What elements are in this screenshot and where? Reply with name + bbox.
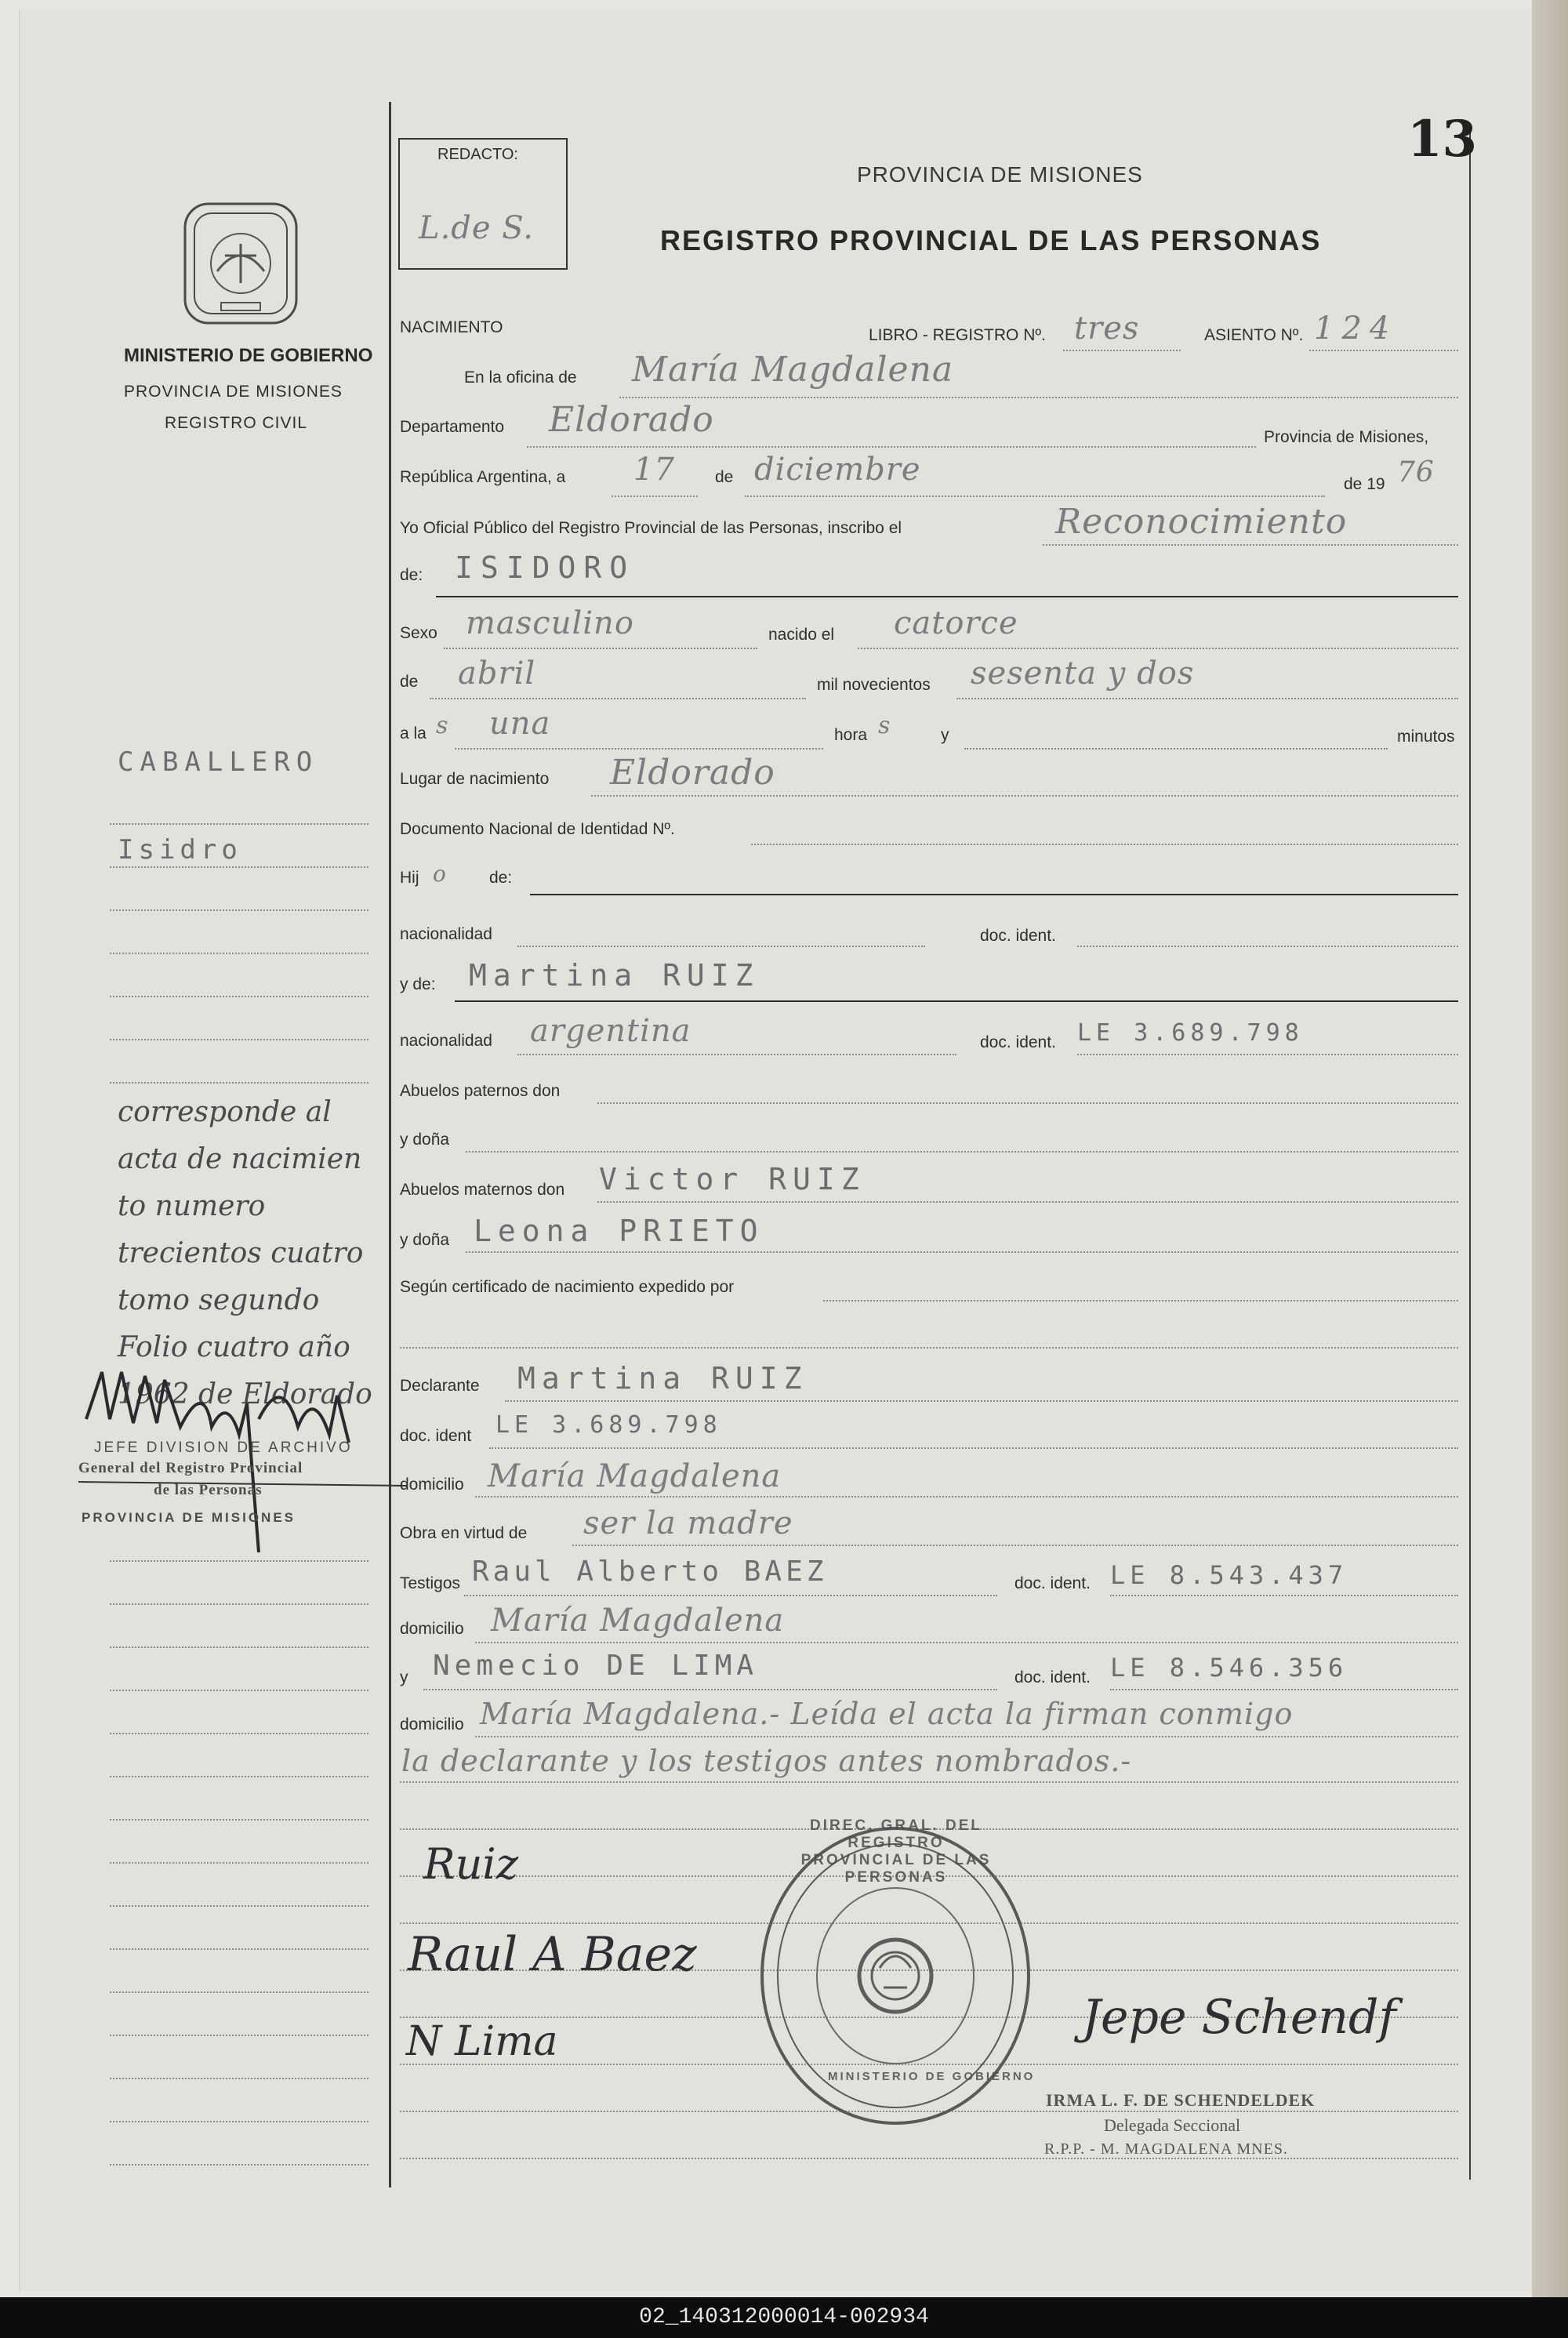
field-line	[444, 648, 757, 649]
label-yo-oficial: Yo Oficial Público del Registro Provincial de las Personas, inscribo el	[400, 519, 902, 537]
value-mes-nac: abril	[458, 655, 536, 692]
mother-rule	[455, 1000, 1458, 1002]
value-abuelo-materno: Victor RUIZ	[599, 1162, 866, 1196]
value-libro: tres	[1074, 310, 1140, 347]
signature-official: Jepe Schendf	[1082, 1990, 1396, 2045]
field-line	[1110, 1595, 1458, 1596]
image-id-footer: 02_140312000014-002934	[0, 2297, 1568, 2338]
label-domicilio-testigo2: domicilio	[400, 1715, 464, 1734]
label-departamento: Departamento	[400, 418, 505, 436]
label-domicilio-testigo1: domicilio	[400, 1620, 464, 1638]
seal-inner-text: MINISTERIO DE GOBIERNO	[828, 2070, 1036, 2083]
label-doc-madre: doc. ident.	[980, 1033, 1056, 1051]
value-domicilio-testigo2: María Magdalena.- Leída el acta la firman conmigo	[480, 1697, 1294, 1731]
label-nacionalidad-padre: nacionalidad	[400, 925, 492, 943]
label-abuelos-paternos: Abuelos paternos don	[400, 1082, 561, 1100]
margin-line	[110, 1819, 368, 1821]
field-line	[858, 648, 1458, 649]
label-nacionalidad-madre: nacionalidad	[400, 1032, 492, 1050]
label-nacimiento: NACIMIENTO	[400, 318, 503, 336]
margin-line	[110, 953, 368, 954]
label-libro: LIBRO - REGISTRO Nº.	[869, 326, 1046, 344]
value-mes: diciembre	[754, 452, 921, 488]
value-acto: Reconocimiento	[1055, 502, 1348, 542]
label-doc-testigo1: doc. ident.	[1014, 1574, 1091, 1592]
margin-line	[110, 1948, 368, 1950]
margin-line	[110, 2078, 368, 2079]
field-line	[430, 698, 806, 699]
field-line	[475, 1736, 1458, 1737]
margin-note-line: Folio cuatro año	[118, 1331, 350, 1363]
label-y-de: y de:	[400, 975, 436, 993]
label-segun: Según certificado de nacimiento expedido por	[400, 1278, 735, 1296]
value-hij-suffix: o	[433, 861, 447, 887]
field-line	[619, 397, 1458, 398]
label-de-nombre: de:	[400, 566, 423, 584]
value-closing: la declarante y los testigos antes nombrados.-	[401, 1744, 1132, 1778]
value-testigo1: Raul Alberto BAEZ	[472, 1556, 828, 1588]
label-hora: hora	[834, 726, 868, 744]
left-column-rule	[389, 102, 391, 2187]
label-a-las: a la	[400, 724, 426, 742]
label-abuelos-maternos: Abuelos maternos don	[400, 1181, 565, 1199]
value-hora-suffix: s	[878, 712, 891, 739]
field-line	[464, 1595, 997, 1596]
margin-line	[110, 866, 368, 868]
margin-line	[110, 909, 368, 911]
label-oficina: En la oficina de	[464, 368, 577, 387]
value-nacido: catorce	[894, 605, 1018, 641]
label-declarante: Declarante	[400, 1377, 480, 1395]
margin-surname: CABALLERO	[118, 746, 319, 778]
label-de-mes-nac: de	[400, 673, 419, 691]
label-provincia: Provincia de Misiones,	[1264, 428, 1429, 446]
field-line	[400, 1347, 1458, 1349]
field-line	[1077, 1054, 1458, 1055]
label-lugar: Lugar de nacimiento	[400, 770, 550, 788]
label-doc-declarante: doc. ident	[400, 1427, 472, 1445]
value-dia: 17	[633, 452, 675, 488]
field-line	[823, 1300, 1458, 1302]
margin-note-line: acta de nacimien	[118, 1143, 362, 1175]
field-line	[745, 496, 1325, 497]
name-rule	[436, 596, 1458, 597]
label-de-padre: de:	[489, 869, 513, 887]
field-line	[1043, 544, 1458, 546]
label-sexo: Sexo	[400, 624, 437, 642]
value-doc-declarante: LE 3.689.798	[495, 1411, 722, 1439]
value-anio-nac: sesenta y dos	[971, 655, 1195, 692]
margin-stamp-line: General del Registro Provincial	[78, 1460, 303, 1476]
header-province: PROVINCIA DE MISIONES	[857, 162, 1143, 187]
value-lugar: Eldorado	[610, 753, 775, 793]
field-line	[956, 698, 1458, 699]
field-line	[597, 1201, 1458, 1203]
margin-note-line: tomo segundo	[118, 1284, 320, 1316]
label-obra: Obra en virtud de	[400, 1524, 528, 1542]
margin-note-line: trecientos cuatro	[118, 1237, 364, 1269]
binder-edge	[1532, 0, 1568, 2297]
right-margin-rule	[1469, 125, 1471, 2180]
value-nacionalidad-madre: argentina	[530, 1013, 691, 1049]
redacto-box	[398, 138, 568, 270]
official-office: R.P.P. - M. MAGDALENA MNES.	[1044, 2140, 1288, 2158]
margin-note-line: 1962 de Eldorado	[118, 1378, 372, 1410]
ministry-province: PROVINCIA DE MISIONES	[124, 383, 343, 401]
field-line	[1110, 1689, 1458, 1690]
ministry-emblem-icon	[182, 201, 299, 326]
label-doc-testigo2: doc. ident.	[1014, 1668, 1091, 1686]
label-y-dona-materna: y doña	[400, 1231, 450, 1249]
margin-note-line: to numero	[118, 1190, 266, 1222]
field-line	[505, 1400, 1458, 1402]
ministry-civil-registry: REGISTRO CIVIL	[165, 414, 308, 432]
field-line	[572, 1545, 1458, 1546]
field-line	[455, 748, 823, 750]
field-line	[466, 1151, 1458, 1153]
redacto-value: L.de S.	[419, 210, 534, 246]
label-hij: Hij	[400, 869, 419, 887]
value-hora: una	[489, 706, 551, 742]
value-doc-testigo1: LE 8.543.437	[1110, 1560, 1348, 1590]
value-testigo2: Nemecio DE LIMA	[433, 1650, 759, 1682]
value-doc-madre: LE 3.689.798	[1077, 1019, 1304, 1047]
field-line	[1063, 350, 1181, 351]
field-line	[612, 496, 698, 497]
label-de-mes: de	[715, 468, 734, 486]
margin-line	[110, 996, 368, 997]
margin-stamp-line: PROVINCIA DE MISIONES	[82, 1510, 296, 1525]
value-doc-testigo2: LE 8.546.356	[1110, 1653, 1348, 1683]
field-line	[517, 1054, 956, 1055]
margin-line	[110, 1690, 368, 1691]
label-testigos: Testigos	[400, 1574, 461, 1592]
field-line	[475, 1496, 1458, 1498]
label-asiento: ASIENTO Nº.	[1204, 326, 1304, 344]
father-rule	[530, 894, 1458, 895]
margin-note-line: corresponde al	[118, 1096, 332, 1128]
field-line	[964, 748, 1388, 750]
value-abuela-materna: Leona PRIETO	[474, 1214, 764, 1248]
margin-line	[110, 1733, 368, 1734]
margin-stamp-line: de las Personas	[154, 1482, 263, 1498]
field-line	[489, 1447, 1458, 1449]
value-departamento: Eldorado	[549, 400, 714, 440]
label-de-anio: de 19	[1344, 475, 1385, 493]
label-doc-padre: doc. ident.	[980, 927, 1056, 945]
value-asiento: 124	[1314, 310, 1398, 347]
margin-line	[110, 1905, 368, 1907]
field-line	[751, 844, 1458, 845]
official-name: IRMA L. F. DE SCHENDELDEK	[1046, 2090, 1316, 2110]
field-line	[597, 1102, 1458, 1104]
margin-line	[110, 1039, 368, 1040]
margin-line	[110, 1991, 368, 1993]
value-oficina: María Magdalena	[632, 350, 954, 390]
label-domicilio-declarante: domicilio	[400, 1476, 464, 1494]
margin-line	[110, 2121, 368, 2122]
label-mil: mil novecientos	[817, 676, 931, 694]
header-registry: REGISTRO PROVINCIAL DE LAS PERSONAS	[660, 224, 1322, 256]
signature-declarante: Ruiz	[423, 1839, 519, 1889]
margin-given-name: Isidro	[118, 834, 242, 866]
ministry-title: MINISTERIO DE GOBIERNO	[124, 345, 373, 366]
margin-line	[110, 1862, 368, 1864]
value-domicilio-declarante: María Magdalena	[488, 1458, 782, 1494]
value-a-las-suffix: s	[436, 712, 449, 739]
margin-stamp-line: JEFE DIVISION DE ARCHIVO	[94, 1439, 353, 1456]
margin-line	[110, 1646, 368, 1648]
label-minutos: minutos	[1397, 728, 1455, 746]
margin-line	[110, 1560, 368, 1562]
field-line	[423, 1689, 997, 1690]
margin-line	[110, 2164, 368, 2166]
label-dni: Documento Nacional de Identidad Nº.	[400, 820, 675, 838]
margin-line	[110, 823, 368, 825]
field-line	[475, 1642, 1458, 1643]
value-declarante: Martina RUIZ	[517, 1361, 808, 1396]
margin-line	[110, 1776, 368, 1777]
margin-line	[110, 1082, 368, 1084]
signature-testigo2: N Lima	[406, 2018, 558, 2065]
field-line	[400, 1781, 1458, 1783]
field-line	[1309, 350, 1458, 351]
margin-line	[110, 1603, 368, 1605]
official-title: Delegada Seccional	[1104, 2115, 1241, 2135]
label-y: y	[941, 726, 949, 744]
field-line	[527, 446, 1256, 448]
label-y-testigo2: y	[400, 1668, 408, 1686]
value-nombre: ISIDORO	[455, 550, 636, 585]
label-republica: República Argentina, a	[400, 468, 566, 486]
field-line	[1077, 946, 1458, 947]
signature-testigo1: Raul A Baez	[408, 1927, 697, 1982]
value-obra: ser la madre	[583, 1505, 793, 1541]
margin-line	[110, 2035, 368, 2036]
redacto-label: REDACTO:	[437, 146, 518, 163]
field-line	[591, 795, 1458, 797]
field-line	[466, 1251, 1458, 1253]
field-line	[517, 946, 925, 947]
field-line	[400, 2158, 1458, 2159]
value-madre: Martina RUIZ	[469, 958, 760, 993]
value-anio: 76	[1397, 456, 1435, 488]
label-y-dona-paterna: y doña	[400, 1131, 450, 1149]
seal-outer-text: DIREC. GRAL. DEL REGISTRO PROVINCIAL DE LAS PERSONAS	[800, 1817, 992, 1886]
value-sexo: masculino	[466, 605, 634, 641]
folio-number: 13	[1407, 110, 1478, 169]
value-domicilio-testigo1: María Magdalena	[491, 1603, 785, 1639]
label-nacido: nacido el	[768, 626, 835, 644]
